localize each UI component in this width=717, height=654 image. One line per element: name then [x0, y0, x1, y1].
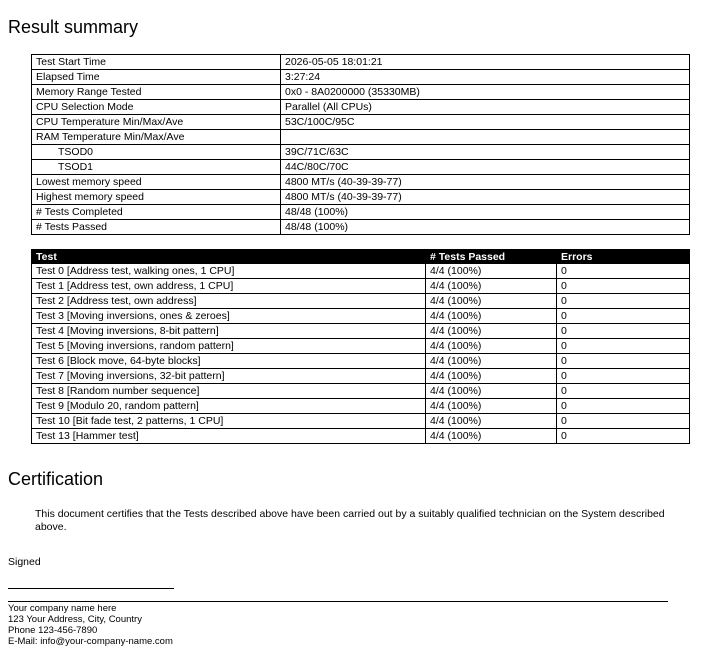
results-row [32, 294, 690, 309]
results-row [32, 429, 690, 444]
test-name-cell: Test 8 [Random number sequence] [32, 384, 426, 399]
summary-row [32, 175, 690, 190]
company-name: Your company name here [8, 603, 117, 614]
errors-cell: 0 [557, 309, 690, 324]
header-test: Test [32, 250, 426, 264]
company-email: E-Mail: info@your-company-name.com [8, 636, 173, 647]
results-row [32, 414, 690, 429]
summary-value: 48/48 (100%) [281, 205, 690, 220]
summary-row [32, 100, 690, 115]
results-row [32, 354, 690, 369]
test-name-cell: Test 0 [Address test, walking ones, 1 CPU] [32, 264, 426, 279]
errors-cell: 0 [557, 264, 690, 279]
errors-cell: 0 [557, 399, 690, 414]
signed-label: Signed [8, 556, 41, 568]
summary-row [32, 160, 690, 175]
summary-value: 44C/80C/70C [281, 160, 690, 175]
errors-cell: 0 [557, 429, 690, 444]
tests-passed-cell: 4/4 (100%) [426, 324, 557, 339]
test-name-cell: Test 5 [Moving inversions, random pattern] [32, 339, 426, 354]
summary-row [32, 55, 690, 70]
summary-value: 39C/71C/63C [281, 145, 690, 160]
summary-row [32, 115, 690, 130]
header-tests-passed: # Tests Passed [426, 250, 557, 264]
test-name-cell: Test 2 [Address test, own address] [32, 294, 426, 309]
tests-passed-cell: 4/4 (100%) [426, 399, 557, 414]
summary-value: 4800 MT/s (40-39-39-77) [281, 175, 690, 190]
summary-key: Highest memory speed [32, 190, 281, 205]
tests-passed-cell: 4/4 (100%) [426, 294, 557, 309]
summary-table [31, 54, 690, 235]
summary-key: RAM Temperature Min/Max/Ave [32, 130, 281, 145]
test-name-cell: Test 1 [Address test, own address, 1 CPU] [32, 279, 426, 294]
results-row [32, 339, 690, 354]
results-row [32, 324, 690, 339]
summary-value: 0x0 - 8A0200000 (35330MB) [281, 85, 690, 100]
footer-divider [8, 601, 668, 602]
summary-row [32, 130, 690, 145]
summary-value: 2026-05-05 18:01:21 [281, 55, 690, 70]
certification-heading: Certification [8, 469, 104, 489]
summary-key: CPU Selection Mode [32, 100, 281, 115]
tests-passed-cell: 4/4 (100%) [426, 339, 557, 354]
tests-passed-cell: 4/4 (100%) [426, 309, 557, 324]
tests-passed-cell: 4/4 (100%) [426, 369, 557, 384]
result-summary-heading: Result summary [8, 17, 139, 37]
test-results-table [31, 249, 690, 444]
results-row [32, 399, 690, 414]
tests-passed-cell: 4/4 (100%) [426, 429, 557, 444]
summary-key: Test Start Time [32, 55, 281, 70]
errors-cell: 0 [557, 294, 690, 309]
summary-value: Parallel (All CPUs) [281, 100, 690, 115]
summary-row [32, 85, 690, 100]
signature-line [8, 588, 174, 589]
summary-row [32, 220, 690, 235]
test-name-cell: Test 6 [Block move, 64-byte blocks] [32, 354, 426, 369]
summary-row [32, 205, 690, 220]
tests-passed-cell: 4/4 (100%) [426, 414, 557, 429]
test-name-cell: Test 3 [Moving inversions, ones & zeroes] [32, 309, 426, 324]
errors-cell: 0 [557, 369, 690, 384]
summary-key: CPU Temperature Min/Max/Ave [32, 115, 281, 130]
summary-value: 48/48 (100%) [281, 220, 690, 235]
summary-key: TSOD0 [32, 145, 281, 160]
summary-key: Memory Range Tested [32, 85, 281, 100]
company-phone: Phone 123-456-7890 [8, 625, 98, 636]
summary-row [32, 190, 690, 205]
results-row [32, 309, 690, 324]
errors-cell: 0 [557, 384, 690, 399]
results-row [32, 384, 690, 399]
test-name-cell: Test 13 [Hammer test] [32, 429, 426, 444]
errors-cell: 0 [557, 324, 690, 339]
test-name-cell: Test 10 [Bit fade test, 2 patterns, 1 CPU] [32, 414, 426, 429]
summary-value [281, 130, 690, 145]
results-header-row [32, 250, 690, 264]
errors-cell: 0 [557, 279, 690, 294]
summary-key: Elapsed Time [32, 70, 281, 85]
tests-passed-cell: 4/4 (100%) [426, 264, 557, 279]
test-name-cell: Test 9 [Modulo 20, random pattern] [32, 399, 426, 414]
tests-passed-cell: 4/4 (100%) [426, 354, 557, 369]
company-address: 123 Your Address, City, Country [8, 614, 142, 625]
errors-cell: 0 [557, 414, 690, 429]
summary-key: TSOD1 [32, 160, 281, 175]
errors-cell: 0 [557, 354, 690, 369]
results-row [32, 264, 690, 279]
summary-value: 3:27:24 [281, 70, 690, 85]
test-name-cell: Test 4 [Moving inversions, 8-bit pattern] [32, 324, 426, 339]
summary-row [32, 70, 690, 85]
test-name-cell: Test 7 [Moving inversions, 32-bit pattern] [32, 369, 426, 384]
company-info [8, 603, 173, 647]
results-row [32, 369, 690, 384]
header-errors: Errors [557, 250, 690, 264]
results-row [32, 279, 690, 294]
summary-value: 53C/100C/95C [281, 115, 690, 130]
certification-text: This document certifies that the Tests described above have been carried out by a suitably qualified technician on the System described above. [35, 508, 665, 533]
summary-value: 4800 MT/s (40-39-39-77) [281, 190, 690, 205]
summary-key: # Tests Passed [32, 220, 281, 235]
summary-row [32, 145, 690, 160]
tests-passed-cell: 4/4 (100%) [426, 384, 557, 399]
tests-passed-cell: 4/4 (100%) [426, 279, 557, 294]
errors-cell: 0 [557, 339, 690, 354]
summary-key: Lowest memory speed [32, 175, 281, 190]
summary-key: # Tests Completed [32, 205, 281, 220]
